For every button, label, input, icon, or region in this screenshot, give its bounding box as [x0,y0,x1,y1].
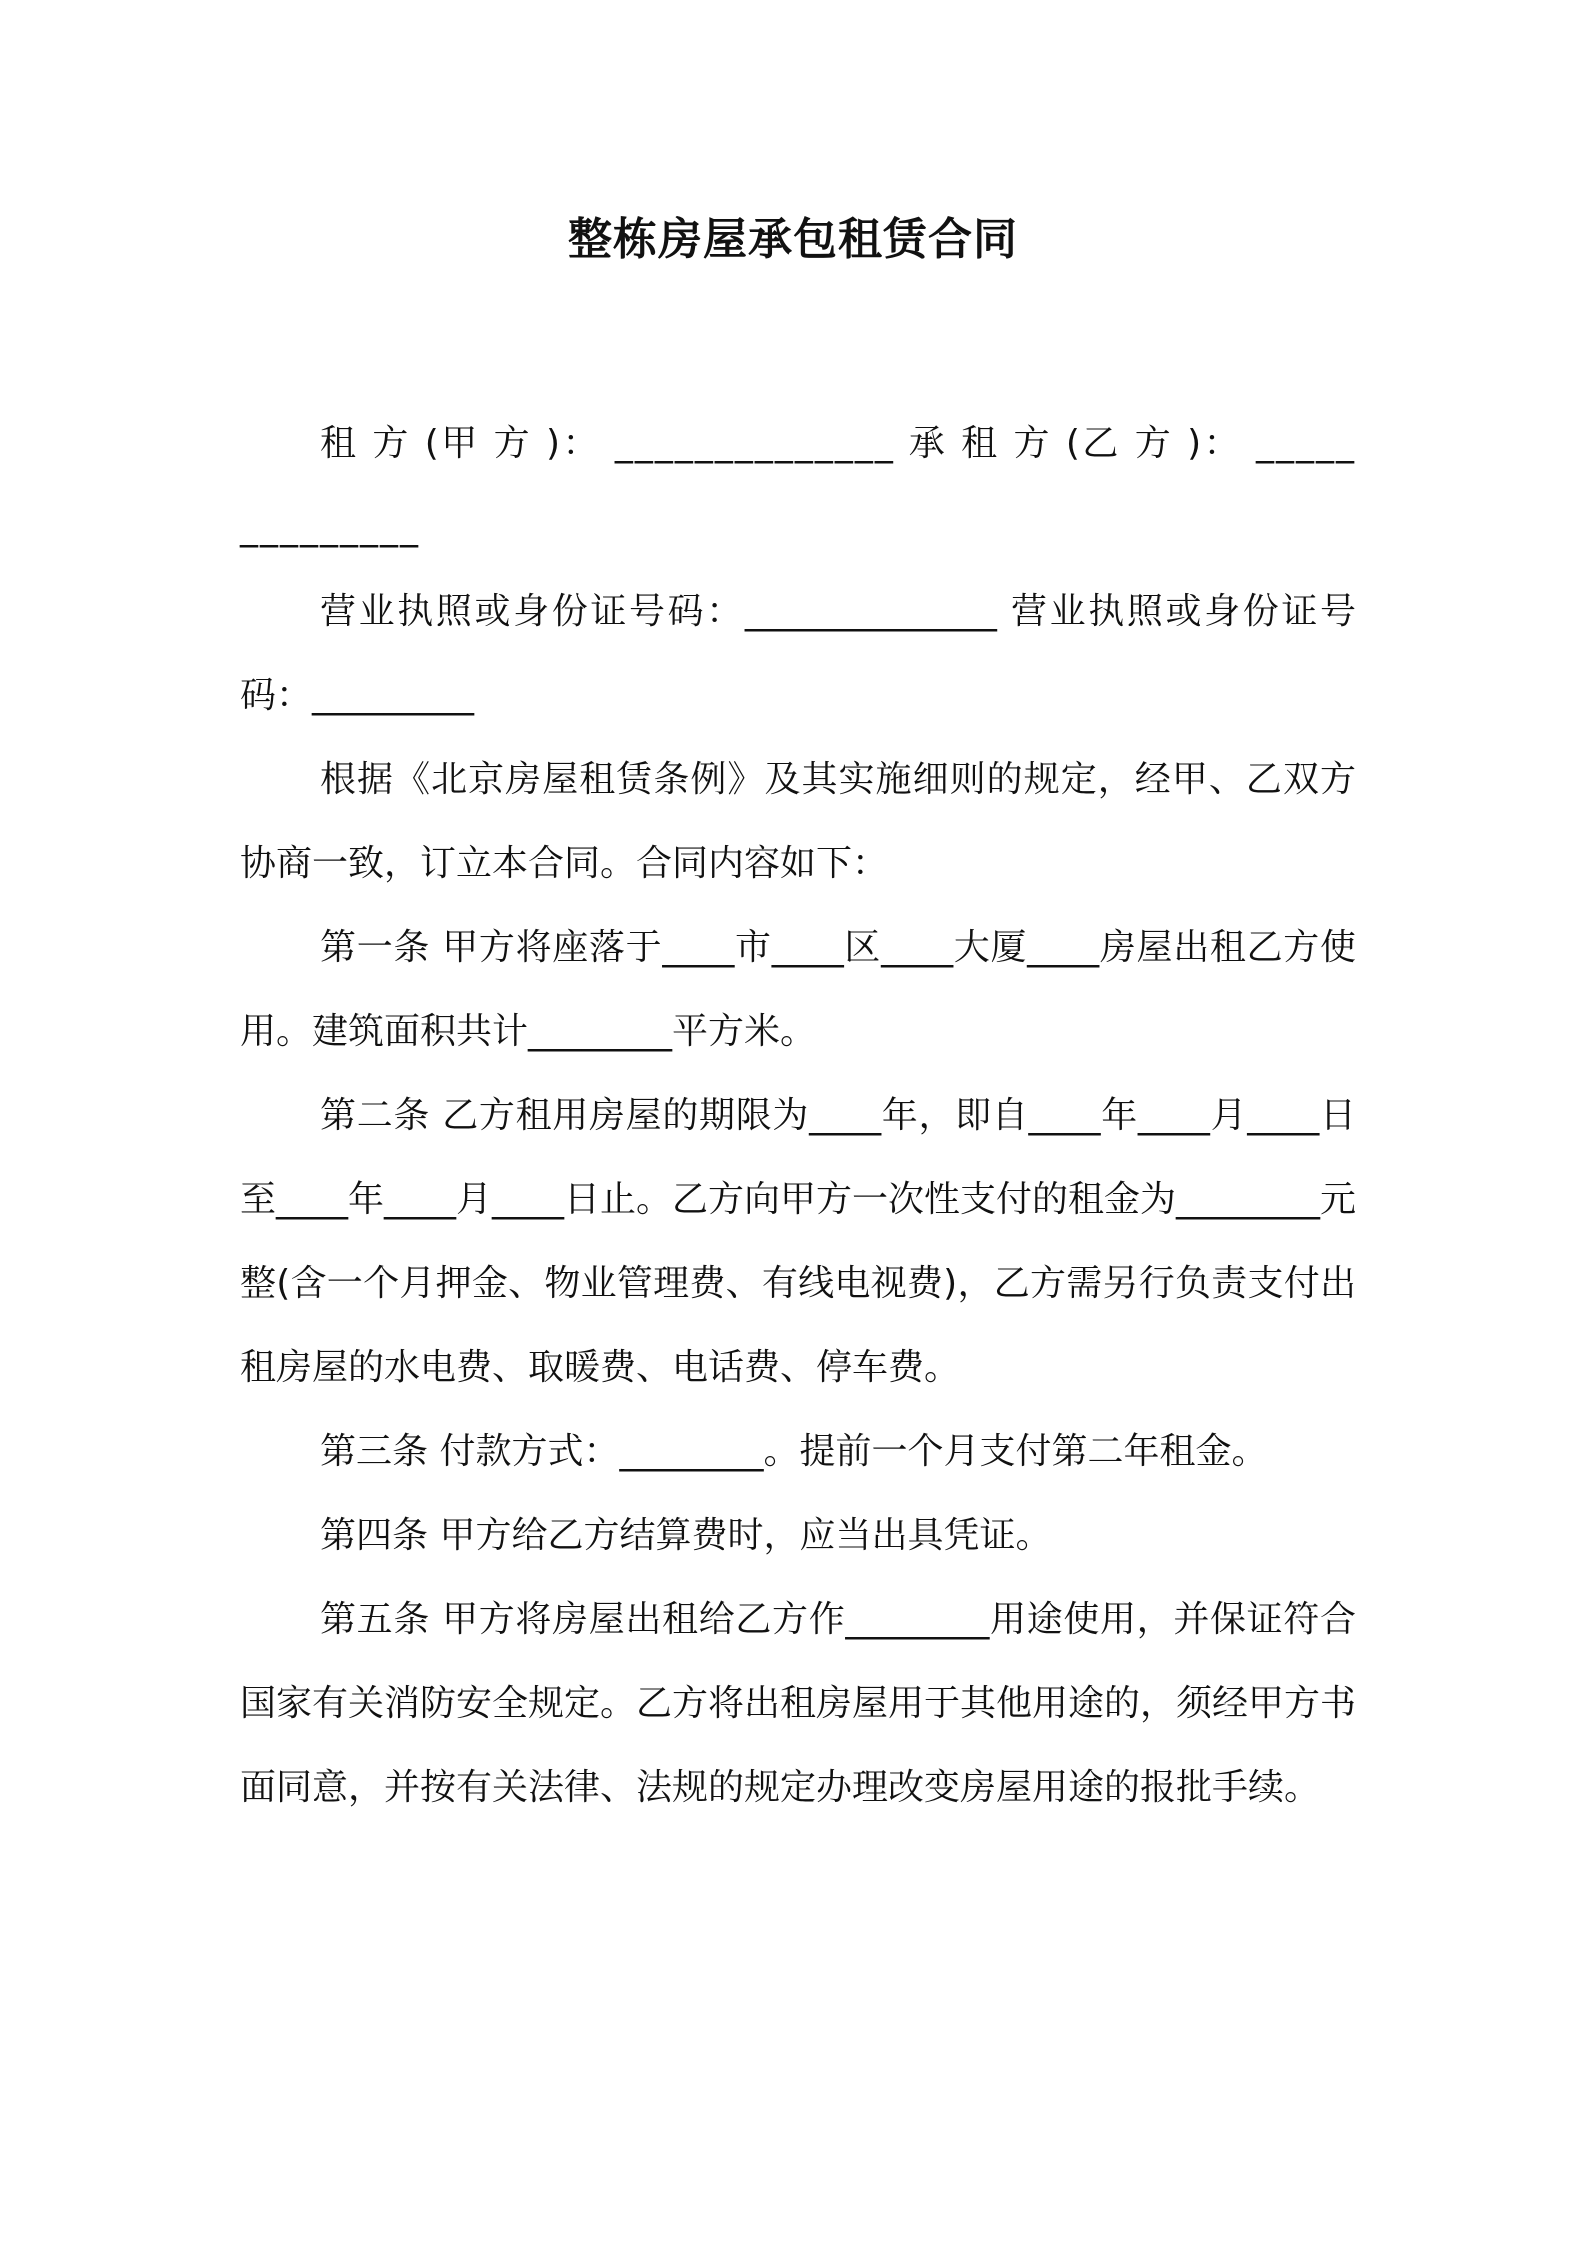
parties-paragraph: 租 方 (甲 方 )： ______________ 承 租 方 (乙 方 )： ______________ [240,423,1356,548]
license-paragraph: 营业执照或身份证号码：______________ 营业执照或身份证号码：_________ [240,591,1356,716]
article-1: 第一条 甲方将座落于____市____区____大厦____房屋出租乙方使用。建筑面积共计________平方米。 [240,927,1356,1052]
article-5: 第五条 甲方将房屋出租给乙方作________用途使用，并保证符合国家有关消防安全规定。乙方将出租房屋用于其他用途的，须经甲方书面同意，并按有关法律、法规的规定办理改变房屋用途的报批手续。 [240,1599,1357,1808]
document-body [240,402,1356,1830]
article-2: 第二条 乙方租用房屋的期限为____年，即自____年____月____日至____年____月____日止。乙方向甲方一次性支付的租金为________元整(含一个月押金、物业管理费、有线电视费)，乙方需另行负责支付出租房屋的水电费、取暖费、电话费、停车费。 [240,1095,1357,1388]
preamble-paragraph: 根据《北京房屋租赁条例》及其实施细则的规定，经甲、乙双方协商一致，订立本合同。合同内容如下： [240,759,1356,884]
article-3: 第三条 付款方式：________。提前一个月支付第二年租金。 [320,1431,1268,1472]
document-title: 整栋房屋承包租赁合同 [568,214,1018,265]
article-4: 第四条 甲方给乙方结算费时，应当出具凭证。 [320,1515,1052,1556]
